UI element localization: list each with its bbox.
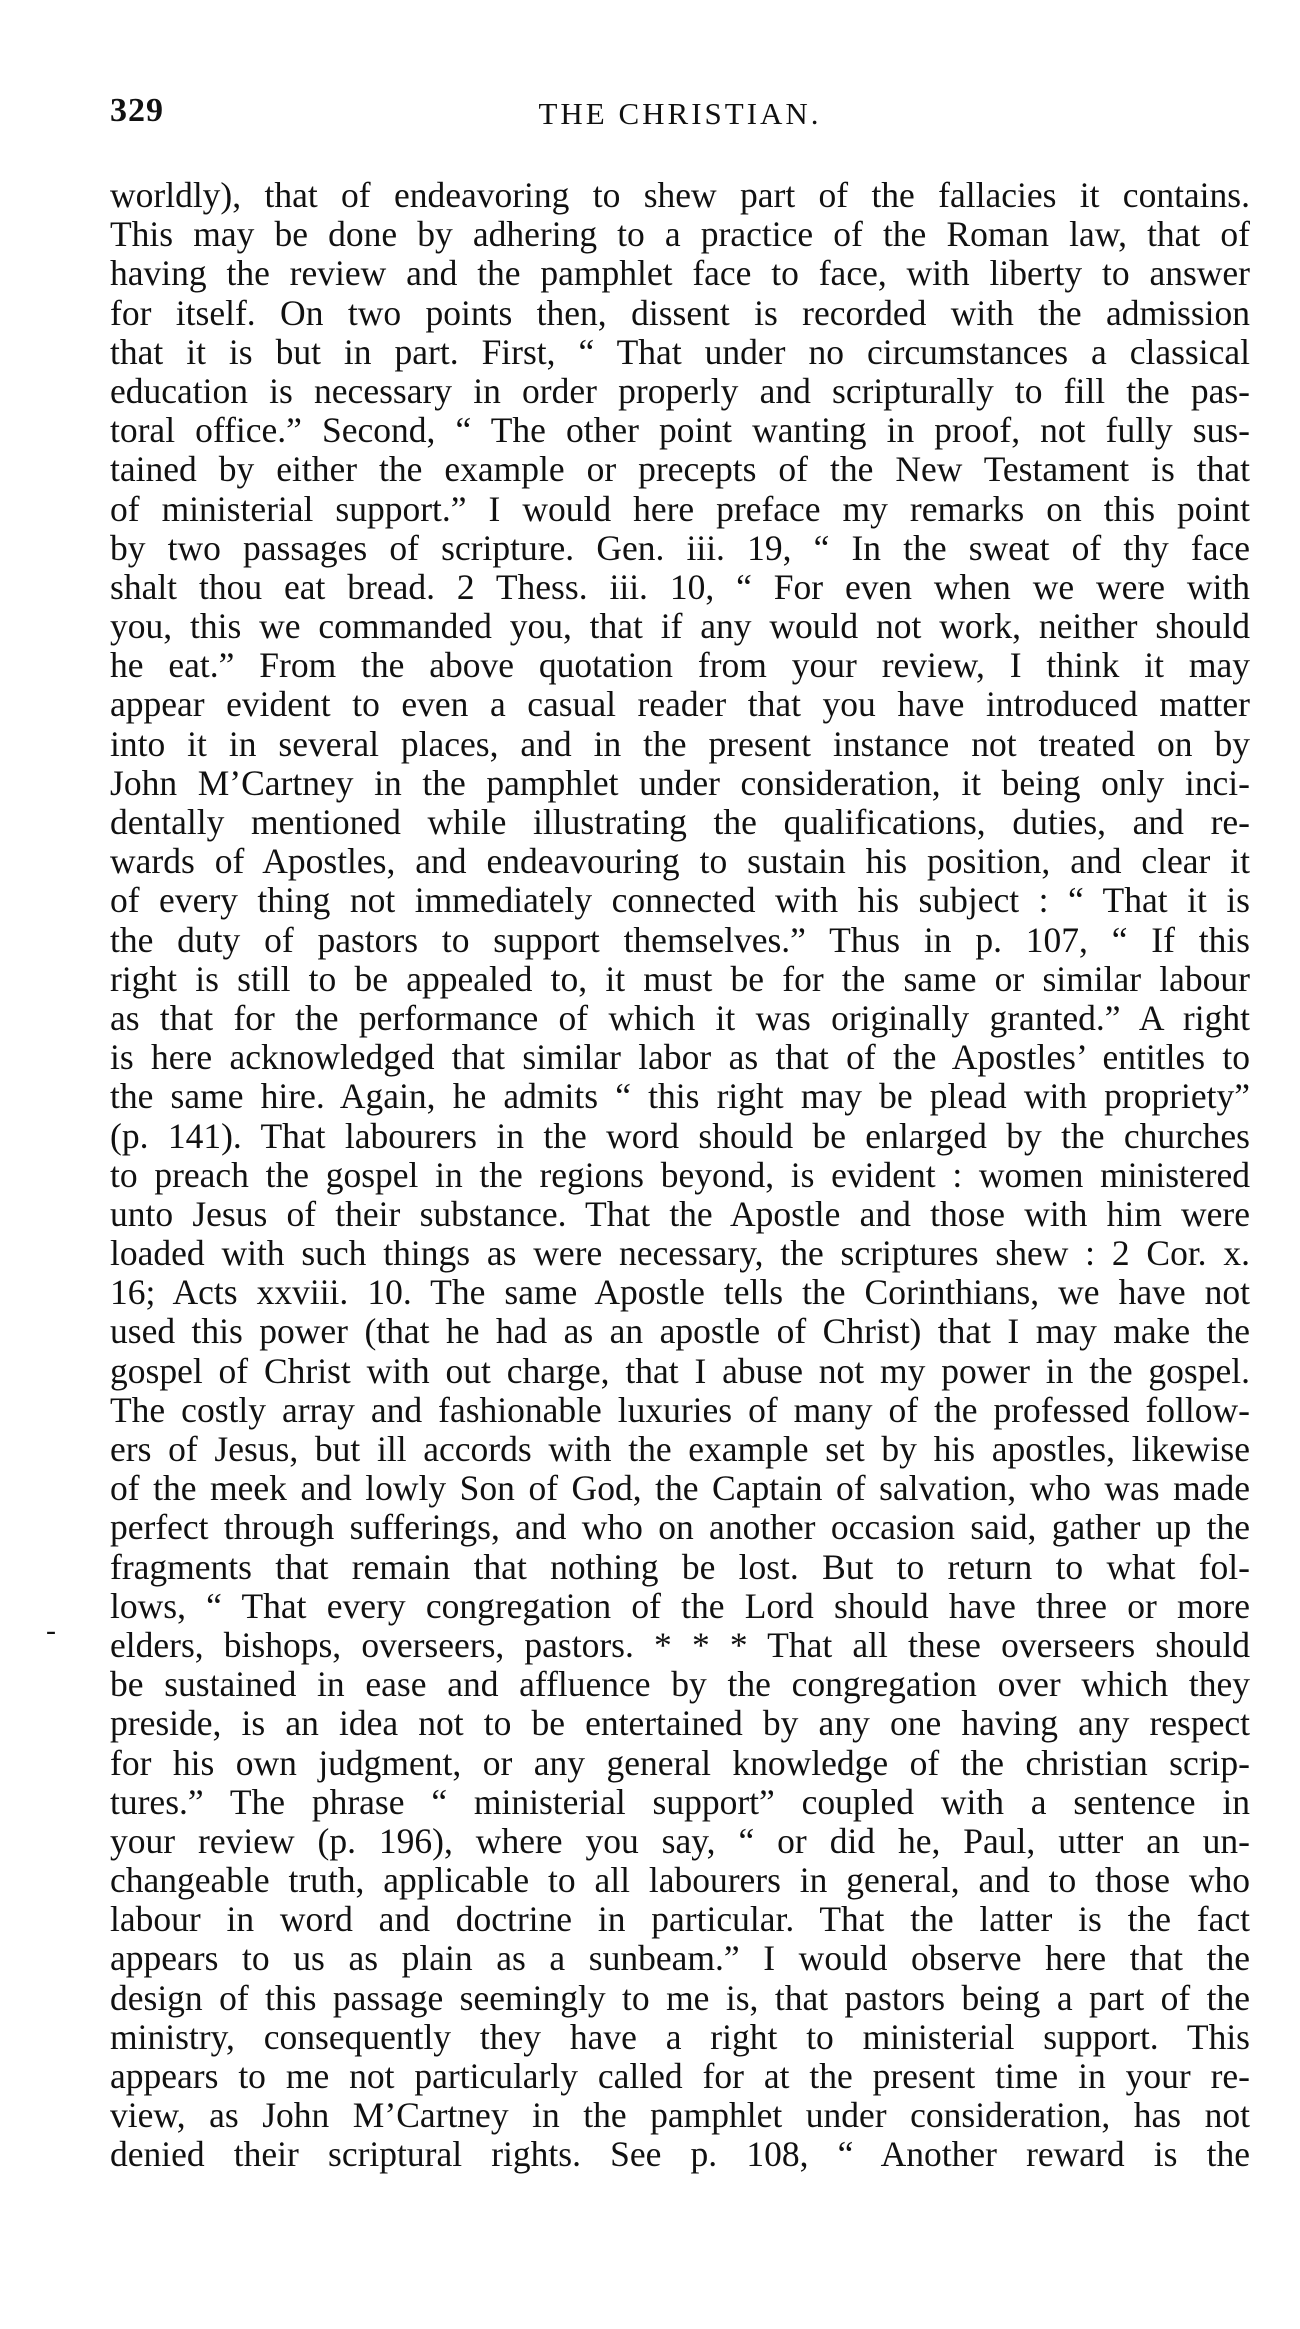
- text-line: of ministerial support.” I would here preface my remarks on this point: [110, 489, 1250, 529]
- body-text: [110, 176, 1250, 2214]
- text-line: design of this passage seemingly to me is, that pastors being a part of the: [110, 1978, 1250, 2018]
- text-line: wards of Apostles, and endeavouring to sustain his position, and clear it: [110, 842, 1250, 882]
- text-line: having the review and the pamphlet face to face, with liberty to answer: [110, 254, 1250, 294]
- text-line: for his own judgment, or any general knowledge of the christian scrip-: [110, 1743, 1250, 1783]
- text-line: gospel of Christ with out charge, that I abuse not my power in the gospel.: [110, 1351, 1250, 1391]
- text-line: (p. 141). That labourers in the word should be enlarged by the churches: [110, 1116, 1250, 1156]
- text-line: worldly), that of endeavoring to shew part of the fallacies it contains.: [110, 176, 1250, 215]
- text-line: used this power (that he had as an apostle of Christ) that I may make the: [110, 1312, 1250, 1352]
- text-line: by two passages of scripture. Gen. iii. 19, “ In the sweat of thy face: [110, 528, 1250, 568]
- text-line: The costly array and fashionable luxuries of many of the professed follow-: [110, 1390, 1250, 1430]
- text-line: lows, “ That every congregation of the Lord should have three or more: [110, 1586, 1250, 1626]
- text-line: view, as John M’Cartney in the pamphlet under consideration, has not: [110, 2096, 1250, 2136]
- text-line: fragments that remain that nothing be lost. But to return to what fol-: [110, 1547, 1250, 1587]
- text-line: tures.” The phrase “ ministerial support” coupled with a sentence in: [110, 1782, 1250, 1822]
- text-line: into it in several places, and in the present instance not treated on by: [110, 724, 1250, 764]
- page-number: 329: [110, 92, 164, 129]
- text-line: loaded with such things as were necessary, the scriptures shew : 2 Cor. x.: [110, 1234, 1250, 1274]
- text-line: dentally mentioned while illustrating the qualifications, duties, and re-: [110, 803, 1250, 842]
- text-line: to preach the gospel in the regions beyond, is evident : women ministered: [110, 1155, 1250, 1195]
- text-line: is here acknowledged that similar labor as that of the Apostles’ entitles to: [110, 1038, 1250, 1078]
- text-line: This may be done by adhering to a practice of the Roman law, that of: [110, 215, 1250, 255]
- text-line: 16; Acts xxviii. 10. The same Apostle tells the Corinthians, we have not: [110, 1273, 1250, 1313]
- text-line: as that for the performance of which it was originally granted.” A right: [110, 998, 1250, 1038]
- text-line: the duty of pastors to support themselves.” Thus in p. 107, “ If this: [110, 920, 1250, 960]
- text-line: changeable truth, applicable to all labourers in general, and to those who: [110, 1861, 1250, 1901]
- text-line: you, this we commanded you, that if any would not work, neither should: [110, 607, 1250, 647]
- text-line: appears to me not particularly called for at the present time in your re-: [110, 2057, 1250, 2096]
- text-line: appears to us as plain as a sunbeam.” I would observe here that the: [110, 1939, 1250, 1979]
- text-line: tained by either the example or precepts of the New Testament is that: [110, 450, 1250, 490]
- text-line: ministry, consequently they have a right to ministerial support. This: [110, 2017, 1250, 2057]
- margin-mark: -: [46, 1614, 56, 1647]
- text-line: education is necessary in order properly and scripturally to fill the pas-: [110, 371, 1250, 411]
- text-line: of every thing not immediately connected with his subject : “ That it is: [110, 881, 1250, 921]
- text-line: John M’Cartney in the pamphlet under consideration, it being only inci-: [110, 763, 1250, 803]
- text-line: unto Jesus of their substance. That the Apostle and those with him were: [110, 1194, 1250, 1234]
- text-line: shalt thou eat bread. 2 Thess. iii. 10, “ For even when we were with: [110, 567, 1250, 607]
- page-header: [110, 92, 1250, 136]
- text-line: be sustained in ease and affluence by the congregation over which they: [110, 1665, 1250, 1705]
- text-line: perfect through sufferings, and who on another occasion said, gather up the: [110, 1508, 1250, 1548]
- running-title: THE CHRISTIAN.: [538, 96, 822, 131]
- text-line: denied their scriptural rights. See p. 108, “ Another reward is the: [110, 2135, 1250, 2175]
- text-line: that it is but in part. First, “ That under no circumstances a classical: [110, 332, 1250, 372]
- text-line: labour in word and doctrine in particular. That the latter is the fact: [110, 1900, 1250, 1940]
- text-line: your review (p. 196), where you say, “ or did he, Paul, utter an un-: [110, 1821, 1250, 1861]
- text-line: appear evident to even a casual reader that you have introduced matter: [110, 685, 1250, 725]
- text-line: elders, bishops, overseers, pastors. * * * That all these overseers should: [110, 1625, 1250, 1665]
- text-line: ers of Jesus, but ill accords with the example set by his apostles, likewise: [110, 1430, 1250, 1469]
- text-line: preside, is an idea not to be entertained by any one having any respect: [110, 1704, 1250, 1744]
- text-line: for itself. On two points then, dissent is recorded with the admission: [110, 293, 1250, 333]
- text-line: the same hire. Again, he admits “ this right may be plead with propriety”: [110, 1077, 1250, 1117]
- text-line: he eat.” From the above quotation from your review, I think it may: [110, 646, 1250, 686]
- text-line: toral office.” Second, “ The other point wanting in proof, not fully sus-: [110, 411, 1250, 451]
- text-line: right is still to be appealed to, it must be for the same or similar labour: [110, 959, 1250, 999]
- text-line: of the meek and lowly Son of God, the Captain of salvation, who was made: [110, 1469, 1250, 1509]
- text-line: [110, 2175, 1250, 2214]
